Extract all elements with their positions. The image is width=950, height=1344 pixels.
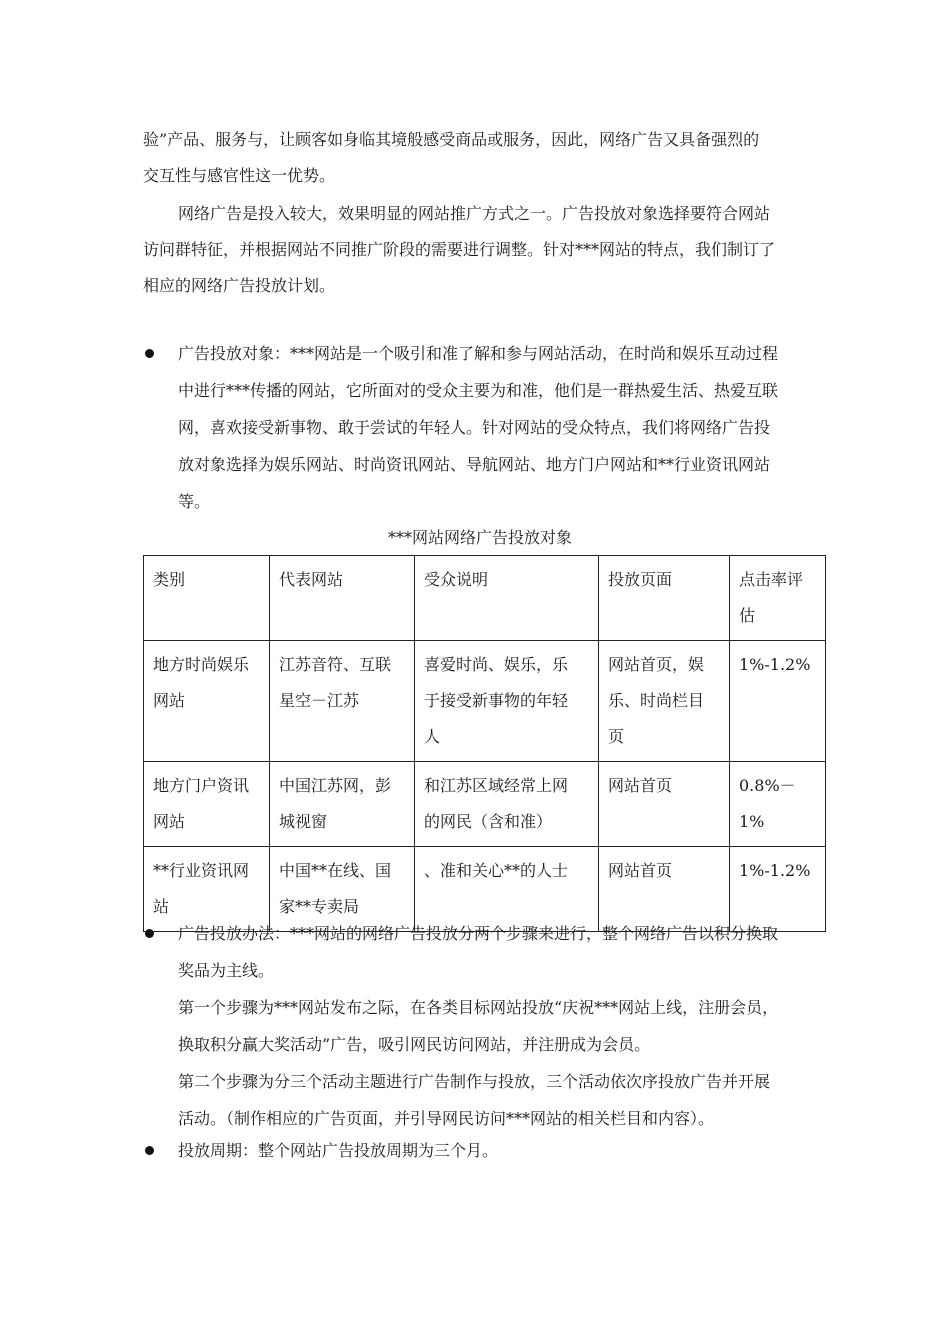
table-cell [599, 641, 730, 762]
cell-text: 喜爱时尚、娱乐，乐 [424, 655, 569, 674]
intro-line: 访问群特征，并根据网站不同推广阶段的需要进行调整。针对***网站的特点，我们制订了 [143, 240, 776, 259]
cell-text: 网站 [153, 691, 186, 710]
cell-text: 点击率评 [739, 570, 804, 589]
bullet2-line: 活动。（制作相应的广告页面，并引导网民访问***网站的相关栏目和内容）。 [178, 1109, 715, 1128]
table-cell [144, 847, 270, 932]
cell-text: 估 [739, 606, 756, 625]
cell-text: **行业资讯网 [153, 861, 250, 880]
cell-text: 人 [424, 727, 441, 746]
header-cell-audience [415, 556, 599, 641]
table-caption: ***网站网络广告投放对象 [387, 528, 572, 547]
intro-line: 相应的网络广告投放计划。 [143, 276, 336, 295]
table-cell [730, 641, 826, 762]
cell-text: 地方时尚娱乐 [153, 655, 250, 674]
cell-text: 地方门户资讯 [153, 776, 250, 795]
cell-text: 中国**在线、国 [279, 861, 392, 880]
table-cell [144, 762, 270, 847]
cell-text: 站 [153, 897, 170, 916]
cell-text: 代表网站 [279, 570, 344, 589]
ad-target-table [143, 555, 826, 932]
cell-text: 类别 [153, 570, 186, 589]
cell-text: 城视窗 [279, 812, 328, 831]
cell-text: 和江苏区域经常上网 [424, 776, 569, 795]
bullet2-line: 广告投放办法：***网站的网络广告投放分两个步骤来进行，整个网络广告以积分换取 [178, 924, 779, 943]
cell-text: 的网民（含和准） [424, 812, 553, 831]
cell-text: 1%-1.2% [739, 861, 811, 880]
cell-text: 1% [739, 812, 765, 831]
cell-text: 、准和关心**的人士 [424, 861, 569, 880]
table-cell [415, 847, 599, 932]
table-cell [415, 762, 599, 847]
bullet1-line: 网，喜欢接受新事物、敢于尝试的年轻人。针对网站的受众特点，我们将网络广告投 [178, 418, 771, 437]
cell-text: 江苏音符、互联 [279, 655, 392, 674]
table-cell [415, 641, 599, 762]
bullet1-line: 等。 [178, 492, 211, 511]
header-cell-category [144, 556, 270, 641]
table-cell [599, 762, 730, 847]
cell-text: 网站首页 [608, 776, 673, 795]
table-cell [144, 641, 270, 762]
table-cell [599, 847, 730, 932]
cell-text: 乐、时尚栏目 [608, 691, 705, 710]
table-cell [270, 762, 415, 847]
cell-text: 网站首页，娱 [608, 655, 705, 674]
cell-text: 投放页面 [608, 570, 673, 589]
table-row [144, 762, 826, 847]
intro-line: 交互性与感官性这一优势。 [143, 166, 336, 185]
cell-text: 网站 [153, 812, 186, 831]
bullet1-line: 放对象选择为娱乐网站、时尚资讯网站、导航网站、地方门户网站和**行业资讯网站 [178, 455, 771, 474]
cell-text: 受众说明 [424, 570, 489, 589]
table-cell [730, 847, 826, 932]
bullet1-line: 中进行***传播的网站，它所面对的受众主要为和准，他们是一群热爱生活、热爱互联 [178, 381, 779, 400]
bullet-dot-icon [145, 1146, 154, 1155]
cell-text: 星空－江苏 [279, 691, 360, 710]
bullet1-line: 广告投放对象：***网站是一个吸引和准了解和参与网站活动，在时尚和娱乐互动过程 [178, 344, 779, 363]
cell-text: 家**专卖局 [279, 897, 360, 916]
cell-text: 页 [608, 727, 625, 746]
cell-text: 0.8%－ [739, 776, 796, 795]
header-cell-sites [270, 556, 415, 641]
bullet2-line: 奖品为主线。 [178, 961, 275, 980]
bullet2-line: 第一个步骤为***网站发布之际，在各类目标网站投放“庆祝***网站上线，注册会员， [178, 998, 779, 1017]
cell-text: 中国江苏网，彭 [279, 776, 392, 795]
table-cell [270, 641, 415, 762]
header-cell-pages [599, 556, 730, 641]
table-header-row [144, 556, 826, 641]
intro-line: 验”产品、服务与，让顾客如身临其境般感受商品或服务，因此，网络广告又具备强烈的 [143, 130, 760, 149]
bullet-dot-icon [145, 349, 154, 358]
bullet3-line: 投放周期：整个网站广告投放周期为三个月。 [178, 1141, 499, 1160]
bullet2-line: 换取积分赢大奖活动”广告，吸引网民访问网站，并注册成为会员。 [178, 1035, 651, 1054]
table-row [144, 641, 826, 762]
header-cell-ctr [730, 556, 826, 641]
intro-line: 网络广告是投入较大，效果明显的网站推广方式之一。广告投放对象选择要符合网站 [178, 204, 771, 223]
cell-text: 于接受新事物的年轻 [424, 691, 569, 710]
table-cell [730, 762, 826, 847]
cell-text: 1%-1.2% [739, 655, 811, 674]
table-cell [270, 847, 415, 932]
table-row [144, 847, 826, 932]
cell-text: 网站首页 [608, 861, 673, 880]
bullet-dot-icon [145, 929, 154, 938]
bullet2-line: 第二个步骤为分三个活动主题进行广告制作与投放，三个活动依次序投放广告并开展 [178, 1072, 771, 1091]
